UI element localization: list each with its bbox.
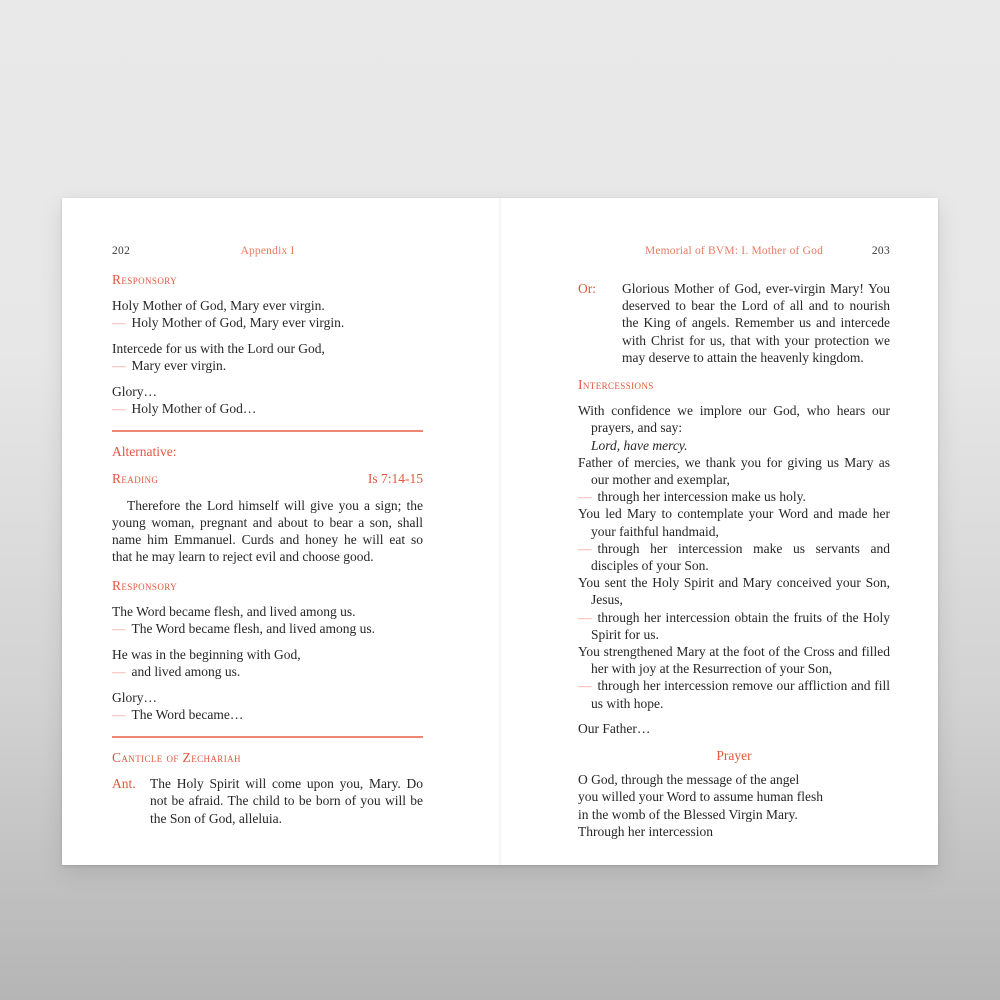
response-dash-icon: — — [112, 663, 126, 679]
page-number-right: 203 — [871, 245, 890, 257]
versicle: The Word became flesh, and lived among us. — [112, 603, 356, 619]
response-dash-icon: — — [112, 621, 126, 637]
or-text: Glorious Mother of God, ever-virgin Mary! You deserved to bear the Lord of all and to nourish the King of angels. Remember us and intercede with Christ for us, that with your protection we may deserve to attain the heavenly kingdom. — [622, 281, 890, 365]
response-text: through her intercession make us holy. — [597, 489, 806, 505]
book-gutter — [499, 198, 502, 865]
response-text: and lived among us. — [131, 663, 241, 679]
versicle: Intercede for us with the Lord our God, — [112, 341, 325, 357]
alternative-label: Alternative: — [112, 444, 177, 460]
response-line — [112, 663, 423, 680]
antiphon — [112, 775, 423, 827]
petition-response — [578, 677, 890, 711]
response-text: through her intercession make us servants and disciples of your Son. — [591, 540, 890, 574]
response-line — [112, 400, 423, 417]
reading-heading: Reading — [112, 470, 159, 486]
response-text: Holy Mother of God, Mary ever virgin. — [131, 315, 345, 331]
response-text: The Word became flesh, and lived among us. — [131, 621, 375, 637]
petition-4 — [578, 643, 890, 712]
petition-text: You sent the Holy Spirit and Mary conceived your Son, Jesus, — [578, 575, 890, 608]
responsory1-stanza-1 — [112, 297, 423, 331]
response-dash-icon: — — [578, 540, 592, 556]
intercessions-heading: Intercessions — [578, 377, 654, 393]
reading-header — [112, 470, 423, 487]
or-block — [578, 280, 890, 366]
responsory2-stanza-2 — [112, 646, 423, 680]
responsory2-stanza-1 — [112, 603, 423, 637]
petition-response — [578, 609, 890, 643]
response-dash-icon: — — [112, 401, 126, 417]
section-divider — [112, 736, 423, 738]
response-text: Mary ever virgin. — [131, 358, 227, 374]
petition-text: You strengthened Mary at the foot of the Cross and filled her with joy at the Resurrection of your Son, — [578, 644, 890, 677]
responsory1-stanza-2 — [112, 340, 423, 374]
prayer-line: Through her intercession — [578, 823, 713, 839]
response-dash-icon: — — [578, 678, 592, 694]
versicle: Glory… — [112, 384, 157, 400]
petition-text: Father of mercies, we thank you for giving us Mary as our mother and exemplar, — [578, 454, 890, 488]
intercessions-refrain: Lord, have mercy. — [591, 437, 688, 453]
petition-response — [578, 540, 890, 574]
page-left — [62, 198, 500, 865]
antiphon-text: The Holy Spirit will come upon you, Mary. Do not be afraid. The child to be born of you will be the Son of God, alleluia. — [150, 776, 423, 826]
response-line — [112, 314, 423, 331]
response-dash-icon: — — [578, 609, 592, 625]
prayer-line: O God, through the message of the angel — [578, 772, 800, 788]
page-header-right — [578, 244, 890, 258]
response-line — [112, 357, 423, 374]
reading-text: Therefore the Lord himself will give you a sign; the young woman, pregnant and about to bear a son, shall name him Emmanuel. Curds and honey he will eat so that he may learn to reject evil and choose good. — [112, 497, 423, 565]
versicle: Glory… — [112, 689, 157, 705]
response-dash-icon: — — [112, 315, 126, 331]
petition-1 — [578, 454, 890, 506]
petition-2 — [578, 505, 890, 574]
response-text: through her intercession remove our affliction and fill us with hope. — [591, 678, 890, 711]
our-father-line: Our Father… — [578, 720, 651, 736]
responsory-heading-1: Responsory — [112, 272, 178, 287]
responsory-heading-2: Responsory — [112, 577, 178, 593]
page-header-left — [112, 244, 423, 258]
prayer-heading: Prayer — [716, 748, 752, 764]
versicle: Holy Mother of God, Mary ever virgin. — [112, 298, 325, 314]
running-head-right: Memorial of BVM: I. Mother of God — [644, 245, 824, 257]
book-spread — [62, 198, 938, 865]
response-text: The Word became… — [131, 706, 244, 722]
responsory1-stanza-3 — [112, 383, 423, 417]
running-head-left: Appendix I — [240, 245, 295, 257]
response-line — [112, 706, 423, 723]
or-label: Or: — [578, 281, 596, 296]
intercessions-intro: With confidence we implore our God, who hears our prayers, and say: — [578, 403, 890, 436]
reading-citation: Is 7:14-15 — [367, 470, 423, 486]
response-text: Holy Mother of God… — [131, 401, 257, 417]
response-text: through her intercession obtain the fruits of the Holy Spirit for us. — [591, 609, 890, 642]
petition-text: You led Mary to contemplate your Word and made her your faithful handmaid, — [578, 506, 890, 539]
response-dash-icon: — — [112, 706, 126, 722]
prayer-text — [578, 771, 890, 840]
petition-response — [578, 488, 890, 505]
response-dash-icon: — — [578, 489, 592, 505]
versicle: He was in the beginning with God, — [112, 646, 301, 662]
page-number-left: 202 — [112, 245, 131, 257]
prayer-line: in the womb of the Blessed Virgin Mary. — [578, 806, 798, 822]
response-dash-icon: — — [112, 358, 126, 374]
section-divider — [112, 430, 423, 432]
responsory2-stanza-3 — [112, 689, 423, 723]
response-line — [112, 620, 423, 637]
antiphon-label: Ant. — [112, 776, 136, 792]
canticle-heading: Canticle of Zechariah — [112, 750, 241, 766]
page-right — [500, 198, 938, 865]
prayer-line: you willed your Word to assume human flesh — [578, 789, 824, 805]
petition-3 — [578, 574, 890, 643]
